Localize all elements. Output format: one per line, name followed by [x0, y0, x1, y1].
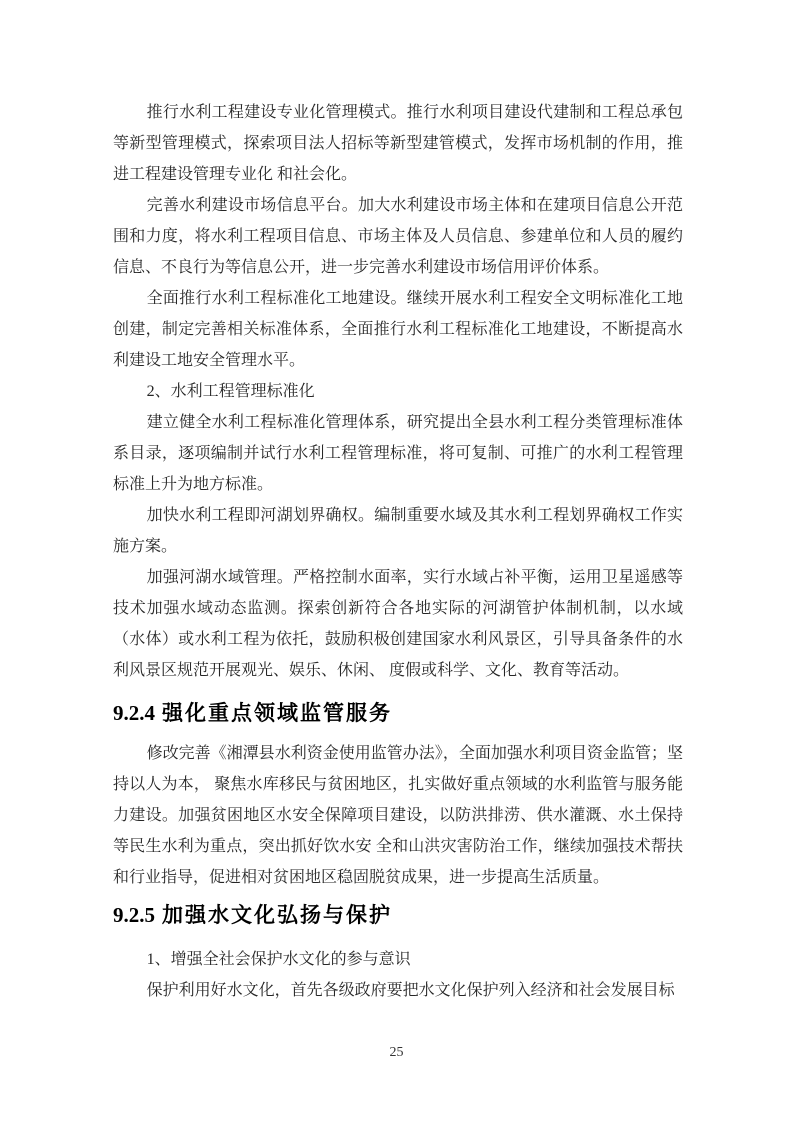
section-number: 9.2.4: [113, 701, 155, 725]
paragraph-professional-management: 推行水利工程建设专业化管理模式。推行水利项目建设代建制和工程总承包等新型管理模式，探索项目法人招标等新型建管模式，发挥市场机制的作用，推进工程建设管理专业化 和社会化。: [113, 104, 683, 183]
section-title: 加强水文化弘扬与保护: [162, 904, 392, 927]
numbered-item-water-culture-awareness: 1、增强全社会保护水文化的参与意识: [146, 951, 411, 968]
section-heading-925: [113, 900, 683, 931]
paragraph-standardized-worksite: 全面推行水利工程标准化工地建设。继续开展水利工程安全文明标准化工地创建，制定完善相关标准体系，全面推行水利工程标准化工地建设，不断提高水利建设工地安全管理水平。: [113, 290, 683, 369]
page-number: 25: [389, 1045, 404, 1060]
numbered-item-project-management-standardization: 2、水利工程管理标准化: [146, 383, 315, 400]
paragraph-water-culture-protection: 保护利用好水文化，首先各级政府要把水文化保护列入经济和社会发展目标: [146, 982, 675, 999]
paragraph-key-area-supervision: 修改完善《湘潭县水利资金使用监管办法》，全面加强水利项目资金监管；坚持以人为本， 聚焦水库移民与贫困地区，扎实做好重点领域的水利监管与服务能力建设。加强贫困地区水安全保障项目建设，以防洪排涝、供水灌溉、水土保持等民生水利为重点，突出抓好饮水安 全和山洪灾害防治工作，继续加强技术帮扶和行业指导，促进相对贫困地区稳固脱贫成果，进一步提高生活质量。: [113, 745, 683, 886]
paragraph-river-lake-demarcation: 加快水利工程即河湖划界确权。编制重要水域及其水利工程划界确权工作实施方案。: [113, 507, 683, 555]
paragraph-standardized-management-system: 建立健全水利工程标准化管理体系，研究提出全县水利工程分类管理标准体系目录，逐项编制并试行水利工程管理标准，将可复制、可推广的水利工程管理标准上升为地方标准。: [113, 414, 683, 493]
paragraph-market-info-platform: 完善水利建设市场信息平台。加大水利建设市场主体和在建项目信息公开范围和力度，将水利工程项目信息、市场主体及人员信息、参建单位和人员的履约信息、不良行为等信息公开，进一步完善水利建设市场信用评价体系。: [113, 197, 683, 276]
section-title: 强化重点领域监管服务: [162, 702, 392, 725]
page-content: [113, 97, 683, 1006]
paragraph-water-area-management: 加强河湖水域管理。严格控制水面率，实行水域占补平衡，运用卫星遥感等技术加强水域动态监测。探索创新符合各地实际的河湖管护体制机制，以水域（水体）或水利工程为依托，鼓励积极创建国家水利风景区，引导具备条件的水利风景区规范开展观光、娱乐、休闲、 度假或科学、文化、教育等活动。: [113, 569, 683, 679]
section-heading-924: [113, 698, 683, 729]
section-number: 9.2.5: [113, 903, 155, 927]
